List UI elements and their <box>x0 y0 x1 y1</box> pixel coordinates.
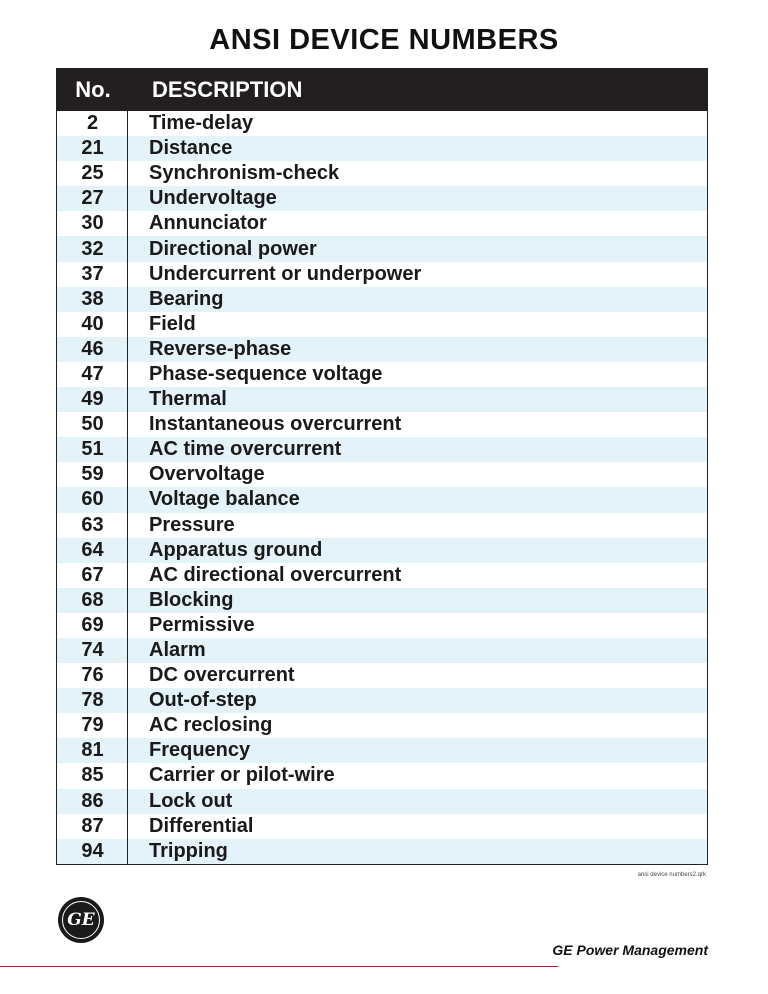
device-number: 78 <box>81 689 104 712</box>
table-row <box>57 387 707 412</box>
device-number: 51 <box>81 438 104 461</box>
ge-logo <box>58 897 104 943</box>
device-description: Phase-sequence voltage <box>149 362 383 385</box>
device-number: 2 <box>86 112 99 135</box>
table-row <box>57 462 707 487</box>
table-row <box>57 839 707 864</box>
table-row <box>57 161 707 186</box>
table-row <box>57 262 707 287</box>
device-number: 30 <box>81 212 104 235</box>
device-description: Synchronism-check <box>149 162 340 185</box>
device-description: Lock out <box>149 789 233 812</box>
device-number: 79 <box>81 714 104 737</box>
table-row <box>57 663 707 688</box>
table-row <box>57 538 707 563</box>
table-row <box>57 588 707 613</box>
column-header-description: DESCRIPTION <box>152 77 303 102</box>
device-number: 87 <box>81 814 104 837</box>
table-row <box>57 763 707 788</box>
device-number: 50 <box>81 413 104 436</box>
device-number: 38 <box>81 287 104 310</box>
device-description: Tripping <box>149 839 228 862</box>
table-row <box>57 563 707 588</box>
table-row <box>57 638 707 663</box>
device-description: DC overcurrent <box>149 664 295 687</box>
device-number: 81 <box>81 739 104 762</box>
device-description: Distance <box>149 137 233 160</box>
column-header-no: No. <box>75 77 111 102</box>
device-description: AC reclosing <box>149 714 273 737</box>
table-row <box>57 412 707 437</box>
table-row <box>57 362 707 387</box>
device-description: Carrier or pilot-wire <box>149 764 335 787</box>
table-row <box>57 312 707 337</box>
device-number: 47 <box>81 362 104 385</box>
device-number: 32 <box>81 237 104 260</box>
device-number: 27 <box>81 187 104 210</box>
device-description: Annunciator <box>149 212 267 235</box>
table-row <box>57 136 707 161</box>
device-description: Undercurrent or underpower <box>149 262 422 285</box>
device-numbers-table <box>56 68 708 865</box>
device-number: 76 <box>81 664 104 687</box>
device-description: Field <box>149 312 196 335</box>
device-description: Directional power <box>149 237 317 260</box>
device-description: Overvoltage <box>149 463 265 486</box>
device-description: AC time overcurrent <box>149 438 342 461</box>
device-number: 85 <box>81 764 104 787</box>
device-number: 74 <box>81 639 104 662</box>
device-number: 60 <box>81 488 104 511</box>
table-row <box>57 186 707 211</box>
device-number: 69 <box>81 613 104 636</box>
table-row <box>57 513 707 538</box>
device-description: AC directional overcurrent <box>149 563 402 586</box>
device-number: 86 <box>81 789 104 812</box>
footer-rule <box>0 966 558 967</box>
device-description: Reverse-phase <box>149 337 292 360</box>
device-description: Out-of-step <box>149 689 257 712</box>
table-row <box>57 613 707 638</box>
table-row <box>57 814 707 839</box>
file-name-note: ansi device numbers2.qrk <box>637 872 706 878</box>
device-number: 68 <box>81 588 104 611</box>
device-description: Thermal <box>149 388 227 411</box>
device-number: 94 <box>81 839 104 862</box>
device-number: 64 <box>81 538 104 561</box>
device-description: Permissive <box>149 613 255 636</box>
company-name: GE Power Management <box>552 942 708 958</box>
table-row <box>57 713 707 738</box>
table-row <box>57 236 707 261</box>
table-row <box>57 789 707 814</box>
device-number: 46 <box>81 337 104 360</box>
device-number: 63 <box>81 513 104 536</box>
device-description: Blocking <box>149 588 234 611</box>
device-number: 49 <box>81 388 104 411</box>
table-row <box>57 211 707 236</box>
table-row <box>57 738 707 763</box>
table-row <box>57 688 707 713</box>
device-description: Time-delay <box>149 112 254 135</box>
device-description: Voltage balance <box>149 488 300 511</box>
device-number: 59 <box>81 463 104 486</box>
device-description: Frequency <box>149 739 251 762</box>
ge-monogram: GE <box>62 901 100 939</box>
table-row <box>57 287 707 312</box>
table-body <box>57 111 707 864</box>
device-number: 67 <box>81 563 104 586</box>
device-description: Undervoltage <box>149 187 277 210</box>
device-number: 25 <box>81 162 104 185</box>
device-number: 37 <box>81 262 104 285</box>
device-number: 40 <box>81 312 104 335</box>
table-header <box>57 69 707 111</box>
device-description: Instantaneous overcurrent <box>149 413 402 436</box>
table-row <box>57 337 707 362</box>
device-description: Bearing <box>149 287 224 310</box>
table-row <box>57 437 707 462</box>
device-description: Apparatus ground <box>149 538 323 561</box>
device-description: Differential <box>149 814 254 837</box>
table-row <box>57 487 707 512</box>
device-description: Pressure <box>149 513 235 536</box>
device-description: Alarm <box>149 639 206 662</box>
table-row <box>57 111 707 136</box>
device-number: 21 <box>81 137 104 160</box>
page-title: ANSI DEVICE NUMBERS <box>209 24 559 56</box>
